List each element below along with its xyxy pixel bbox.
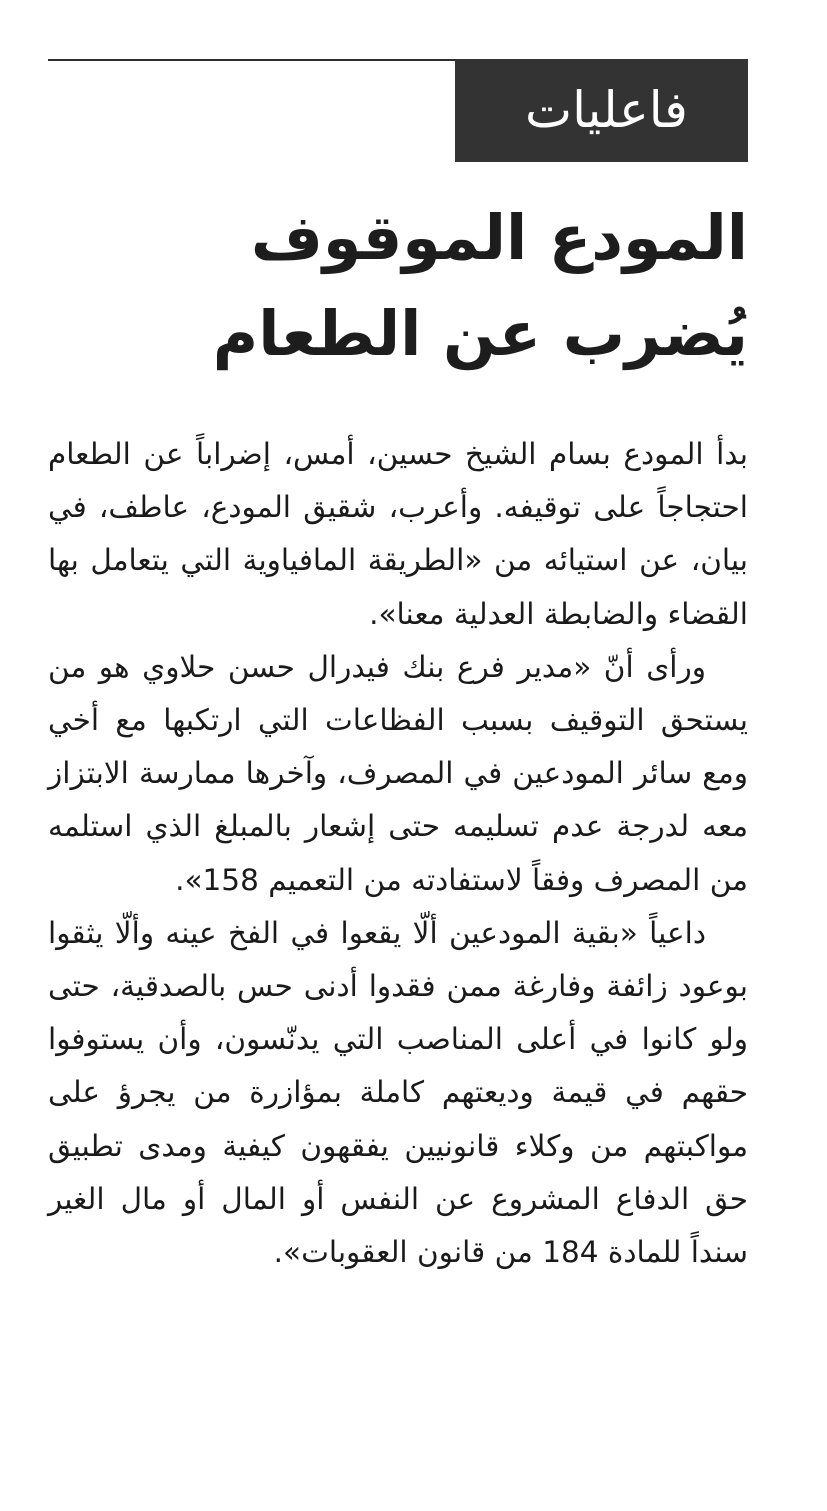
article-paragraph: ورأى أنّ «مدير فرع بنك فيدرال حسن حلاوي هو من يستحق التوقيف بسبب الفظاعات التي ارتكبها مع أخي ومع سائر المودعين في المصرف، وآخرها ممارسة الابتزاز معه لدرجة عدم تسليمه حتى إشعار بالمبلغ الذي استلمه من المصرف وفقاً لاستفادته من التعميم 158». xyxy=(48,649,748,897)
article-body xyxy=(48,428,748,1279)
article-headline: المودع الموقوف يُضرب عن الطعام xyxy=(212,201,748,370)
newspaper-clipping xyxy=(48,0,748,1511)
section-label: فاعليات xyxy=(455,59,748,162)
article-paragraph: داعياً «بقية المودعين ألّا يقعوا في الفخ عينه وألّا يثقوا بوعود زائفة وفارغة ممن فقدوا أدنى حس بالصدقية، حتى ولو كانوا في أعلى المناصب التي يدنّسون، وأن يستوفوا حقهم في قيمة وديعتهم كاملة بمؤازرة من يجرؤ على مواكبتهم من وكلاء قانونيين يفقهون كيفية ومدى تطبيق حق الدفاع المشروع عن النفس أو المال أو مال الغير سنداً للمادة 184 من قانون العقوبات». xyxy=(48,915,748,1270)
article-paragraph: بدأ المودع بسام الشيخ حسين، أمس، إضراباً عن الطعام احتجاجاً على توقيفه. وأعرب، شقيق المودع، عاطف، في بيان، عن استيائه من «الطريقة المافياوية التي يتعامل بها القضاء والضابطة العدلية معنا». xyxy=(48,437,748,631)
